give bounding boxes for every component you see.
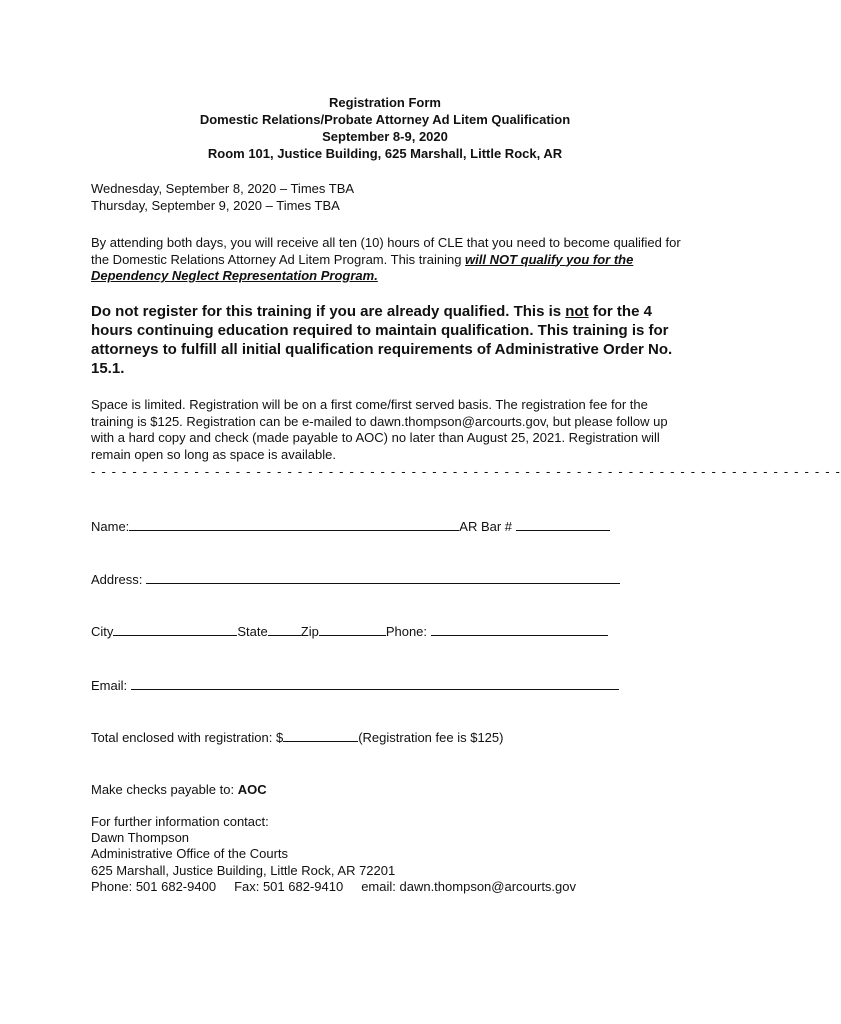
- intro-paragraph: [91, 235, 681, 285]
- bar-number-label: AR Bar #: [459, 519, 516, 534]
- payable-line: [91, 782, 681, 799]
- phone-field[interactable]: [431, 623, 608, 636]
- zip-label: Zip: [300, 624, 319, 639]
- fee-note: (Registration fee is $125): [358, 730, 504, 745]
- contact-email: email: dawn.thompson@arcourts.gov: [361, 878, 577, 894]
- schedule-day-2: Thursday, September 9, 2020 – Times TBA: [91, 197, 340, 213]
- email-label: Email:: [91, 678, 131, 693]
- address-field[interactable]: [146, 571, 620, 584]
- city-field[interactable]: [113, 623, 237, 636]
- payable-label: Make checks payable to:: [91, 782, 238, 797]
- address-row: [91, 571, 620, 588]
- form-subtitle: Domestic Relations/Probate Attorney Ad Litem Qualification: [199, 112, 571, 127]
- contact-line: [91, 879, 681, 895]
- city-row: [91, 623, 608, 640]
- contact-address: 625 Marshall, Justice Building, Little Rock, AR 72201: [91, 862, 396, 878]
- name-label: Name:: [91, 519, 130, 534]
- zip-field[interactable]: [319, 623, 386, 636]
- warning-text-1: Do not register for this training if you are already qualified. This is: [91, 303, 566, 320]
- schedule: [91, 181, 681, 214]
- contact-fax: Fax: 501 682-9410: [234, 878, 344, 894]
- total-amount-field[interactable]: [283, 729, 358, 742]
- total-row: [91, 729, 503, 746]
- contact-org: Administrative Office of the Courts: [91, 846, 289, 862]
- email-row: [91, 677, 619, 694]
- space-notice: Space is limited. Registration will be on a first come/first served basis. The registration fee for the training is $125. Registration can be e-mailed to dawn.thompson@arcourts.gov, but please follow up with a hard copy and check (made payable to AOC) no later than August 25, 2021. Registration will remain open so long as space is available.: [91, 397, 668, 462]
- contact-heading: For further information contact:: [91, 814, 269, 829]
- address-label: Address:: [91, 572, 146, 587]
- intro-text: By attending both days, you will receive all ten (10) hours of CLE that you need to become qualified for the Domestic Relations Attorney Ad Litem Program. This training: [91, 235, 681, 267]
- warning-paragraph: [91, 302, 686, 378]
- intro-emphasis: will NOT qualify you for the Dependency Neglect Representation Program.: [91, 251, 634, 283]
- phone-label: Phone:: [385, 624, 431, 639]
- divider: - - - - - - - - - - - - - - - - - - - - - - - - - - - - - - - - - - - - - - - - - - - - - - - - - - - - - - - - - - - - - - - - - - - - - - - - -: [91, 464, 841, 479]
- event-location: Room 101, Justice Building, 625 Marshall, Little Rock, AR: [207, 146, 563, 161]
- contact-block: [91, 814, 681, 895]
- event-dates: September 8-9, 2020: [322, 129, 448, 144]
- schedule-day-1: Wednesday, September 8, 2020 – Times TBA: [91, 181, 355, 196]
- bar-number-field[interactable]: [516, 518, 610, 531]
- form-header: [0, 94, 770, 162]
- contact-phone: Phone: 501 682-9400: [91, 878, 217, 894]
- state-field[interactable]: [268, 623, 301, 636]
- payable-payee: AOC: [237, 782, 267, 797]
- state-label: State: [237, 624, 268, 639]
- name-row: [91, 518, 610, 535]
- warning-text-2: for the 4 hours continuing education required to maintain qualification. This training is for attorneys to fulfill all initial qualification requirements of Administrative Order No. 15.1.: [91, 303, 673, 377]
- total-label: Total enclosed with registration: $: [91, 730, 284, 745]
- form-title: Registration Form: [329, 95, 441, 110]
- city-label: City: [91, 624, 114, 639]
- name-field[interactable]: [129, 518, 459, 531]
- email-field[interactable]: [131, 677, 619, 690]
- contact-name: Dawn Thompson: [91, 830, 190, 846]
- warning-underlined: not: [565, 303, 589, 320]
